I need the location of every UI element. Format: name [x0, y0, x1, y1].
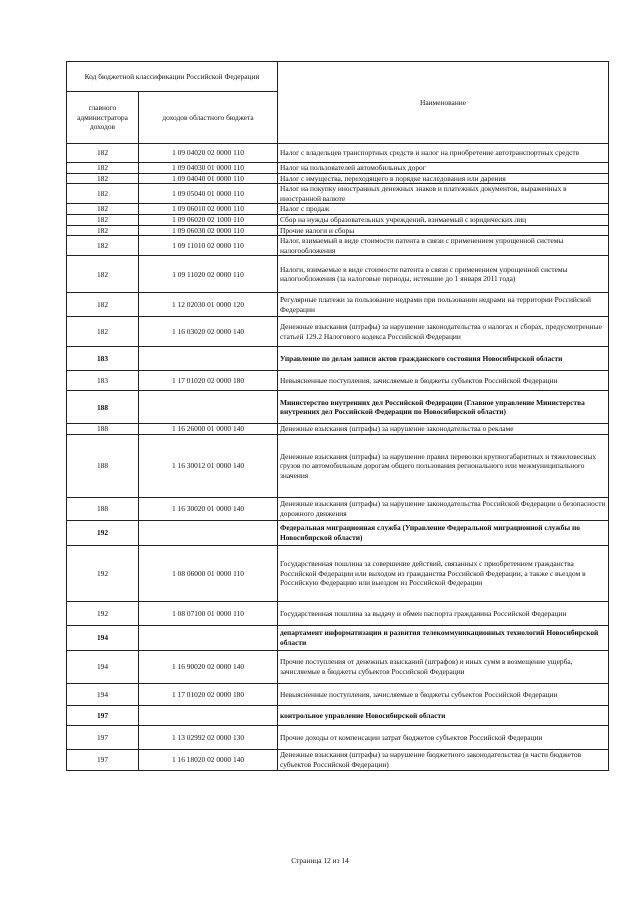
admin-code-cell: 183 — [67, 347, 139, 371]
name-cell: Налоги, взимаемые в виде стоимости патента в связи с применением упрощенной системы налогообложения (за налоговые периоды, истекшие до 1 января 2011 года) — [278, 256, 609, 293]
admin-code-cell: 182 — [67, 256, 139, 293]
table-section-row — [67, 520, 609, 545]
admin-code-cell: 182 — [67, 317, 139, 347]
admin-code-cell: 197 — [67, 705, 139, 725]
table-row — [67, 214, 609, 225]
revenue-code-cell: 1 16 30012 01 0000 140 — [139, 434, 278, 497]
revenue-code-cell — [139, 625, 278, 650]
table-row — [67, 601, 609, 625]
name-cell: Прочие поступления от денежных взысканий (штрафов) и иных сумм в возмещение ущерба, зачисляемые в бюджеты субъектов Российской Федерации — [278, 650, 609, 683]
admin-code-cell: 182 — [67, 184, 139, 204]
table-row — [67, 650, 609, 683]
name-cell: Налог с имущества, переходящего в порядке наследования или дарения — [278, 173, 609, 184]
admin-code-cell: 182 — [67, 236, 139, 256]
name-cell: Невыясненные поступления, зачисляемые в бюджеты субъектов Российской Федерации — [278, 371, 609, 391]
revenue-code-cell: 1 16 90020 02 0000 140 — [139, 650, 278, 683]
name-cell: Налог, взимаемый в виде стоимости патента в связи с применением упрощенной системы налогообложения — [278, 236, 609, 256]
revenue-code-cell: 1 09 06010 02 0000 110 — [139, 204, 278, 215]
name-cell: Налог на пользователей автомобильных дорог — [278, 163, 609, 174]
revenue-code-cell — [139, 347, 278, 371]
name-cell: Налог с владельцев транспортных средств и налог на приобретение автотранспортных средств — [278, 144, 609, 163]
name-cell: Налог с продаж — [278, 204, 609, 215]
budget-classification-table — [66, 61, 609, 771]
name-cell: Регулярные платежи за пользование недрами при пользовании недрами на территории Российской Федерации — [278, 293, 609, 317]
admin-code-cell: 182 — [67, 173, 139, 184]
admin-code-cell: 188 — [67, 434, 139, 497]
admin-code-cell: 182 — [67, 293, 139, 317]
admin-code-cell: 194 — [67, 683, 139, 705]
revenue-code-cell: 1 16 18020 02 0000 140 — [139, 749, 278, 770]
revenue-code-cell: 1 16 26000 01 0000 140 — [139, 424, 278, 435]
admin-code-cell: 188 — [67, 424, 139, 435]
name-cell: Налог на покупку иностранных денежных знаков и платежных документов, выраженных в иностранной валюте — [278, 184, 609, 204]
admin-code-cell: 194 — [67, 650, 139, 683]
revenue-code-cell: 1 09 11020 02 0000 110 — [139, 256, 278, 293]
table-row — [67, 545, 609, 601]
revenue-code-cell: 1 16 03020 02 0000 140 — [139, 317, 278, 347]
table-row — [67, 683, 609, 705]
table-section-row — [67, 347, 609, 371]
table-row — [67, 173, 609, 184]
table-section-row — [67, 705, 609, 725]
revenue-code-cell: 1 16 30020 01 0000 140 — [139, 497, 278, 520]
revenue-code-cell: 1 09 04030 01 0000 110 — [139, 163, 278, 174]
table-section-row — [67, 391, 609, 424]
admin-code-cell: 197 — [67, 749, 139, 770]
name-cell: Федеральная миграционная служба (Управление Федеральной миграционной службы по Новосибирской области) — [278, 520, 609, 545]
revenue-code-cell: 1 09 05040 01 0000 110 — [139, 184, 278, 204]
table-row — [67, 256, 609, 293]
table-row — [67, 293, 609, 317]
name-cell: контрольное управление Новосибирской области — [278, 705, 609, 725]
revenue-code-cell: 1 09 06030 02 0000 110 — [139, 225, 278, 236]
name-cell: Министерство внутренних дел Российской Федерации (Главное управление Министерства внутренних дел Российской Федерации по Новосибирской области) — [278, 391, 609, 424]
admin-code-cell: 182 — [67, 144, 139, 163]
admin-code-cell: 192 — [67, 601, 139, 625]
name-cell: Денежные взыскания (штрафы) за нарушение законодательства Российской Федерации о безопасности дорожного движения — [278, 497, 609, 520]
name-cell: Денежные взыскания (штрафы) за нарушение законодательства о рекламе — [278, 424, 609, 435]
table-row — [67, 236, 609, 256]
table-row — [67, 184, 609, 204]
revenue-code-cell: 1 13 02992 02 0000 130 — [139, 725, 278, 749]
admin-code-cell: 182 — [67, 214, 139, 225]
revenue-code-cell: 1 08 06000 01 0000 110 — [139, 545, 278, 601]
name-cell: Прочие налоги и сборы — [278, 225, 609, 236]
table-body — [67, 144, 609, 771]
revenue-code-cell — [139, 705, 278, 725]
name-cell: Сбор на нужды образовательных учреждений, взимаемый с юридических лиц — [278, 214, 609, 225]
revenue-code-cell: 1 09 04040 01 0000 110 — [139, 173, 278, 184]
page-number: Страница 12 из 14 — [291, 856, 349, 865]
header-admin-column: главного администратора доходов — [67, 92, 139, 144]
admin-code-cell: 182 — [67, 204, 139, 215]
table-row — [67, 749, 609, 770]
table-header-row — [67, 62, 609, 92]
name-cell: департамент информатизации и развития телекоммуникационных технологий Новосибирской области — [278, 625, 609, 650]
table-row — [67, 317, 609, 347]
name-cell: Управление по делам записи актов гражданского состояния Новосибирской области — [278, 347, 609, 371]
revenue-code-cell — [139, 520, 278, 545]
name-cell: Невыясненные поступления, зачисляемые в бюджеты субъектов Российской Федерации — [278, 683, 609, 705]
admin-code-cell: 197 — [67, 725, 139, 749]
revenue-code-cell: 1 09 04020 02 0000 110 — [139, 144, 278, 163]
revenue-code-cell: 1 08 07100 01 0000 110 — [139, 601, 278, 625]
revenue-code-cell: 1 09 06020 02 1000 110 — [139, 214, 278, 225]
table-section-row — [67, 625, 609, 650]
admin-code-cell: 183 — [67, 371, 139, 391]
name-cell: Денежные взыскания (штрафы) за нарушение законодательства о налогах и сборах, предусмотренные статьей 129.2 Налогового кодекса Российской Федерации — [278, 317, 609, 347]
name-cell: Государственная пошлина за выдачу и обмен паспорта гражданина Российской Федерации — [278, 601, 609, 625]
admin-code-cell: 192 — [67, 545, 139, 601]
header-name-column: Наименование — [278, 62, 609, 144]
table-row — [67, 371, 609, 391]
table-row — [67, 424, 609, 435]
revenue-code-cell: 1 12 02030 01 0000 120 — [139, 293, 278, 317]
table-row — [67, 434, 609, 497]
admin-code-cell: 188 — [67, 497, 139, 520]
table-row — [67, 225, 609, 236]
header-group-title: Код бюджетной классификации Российской Федерации — [67, 62, 278, 92]
admin-code-cell: 192 — [67, 520, 139, 545]
revenue-code-cell — [139, 391, 278, 424]
admin-code-cell: 182 — [67, 163, 139, 174]
table-row — [67, 144, 609, 163]
admin-code-cell: 194 — [67, 625, 139, 650]
header-code-column: доходов областного бюджета — [139, 92, 278, 144]
table-row — [67, 163, 609, 174]
table-row — [67, 497, 609, 520]
name-cell: Денежные взыскания (штрафы) за нарушение правил перевозки крупногабаритных и тяжеловесных грузов по автомобильным дорогам общего пользования регионального или межмуниципального значения — [278, 434, 609, 497]
revenue-code-cell: 1 17 01020 02 0000 180 — [139, 683, 278, 705]
name-cell: Государственная пошлина за совершение действий, связанных с приобретением гражданства Российской Федерации или выходом из гражданства Российской Федерации, а также с въездом в Российскую Федерацию или выездом из Российской Федерации — [278, 545, 609, 601]
revenue-code-cell: 1 17 01020 02 0000 180 — [139, 371, 278, 391]
revenue-code-cell: 1 09 11010 02 0000 110 — [139, 236, 278, 256]
table-row — [67, 204, 609, 215]
name-cell: Денежные взыскания (штрафы) за нарушение бюджетного законодательства (в части бюджетов субъектов Российской Федерации) — [278, 749, 609, 770]
admin-code-cell: 188 — [67, 391, 139, 424]
name-cell: Прочие доходы от компенсации затрат бюджетов субъектов Российской Федерации — [278, 725, 609, 749]
admin-code-cell: 182 — [67, 225, 139, 236]
table-row — [67, 725, 609, 749]
